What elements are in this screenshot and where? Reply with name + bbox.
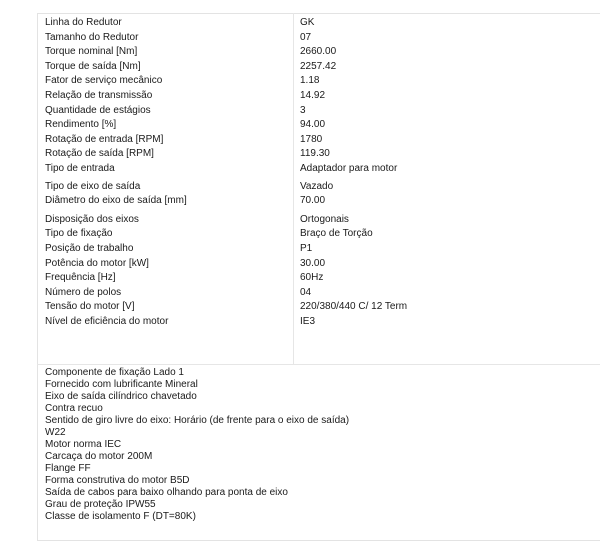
spec-row — [45, 60, 600, 75]
spec-row — [45, 300, 600, 315]
spec-row — [45, 257, 600, 272]
note-line: Contra recuo — [45, 403, 103, 414]
spec-label: Nível de eficiência do motor — [45, 315, 169, 327]
spec-value: GK — [300, 17, 315, 28]
spec-label: Disposição dos eixos — [45, 213, 139, 225]
spec-row — [45, 31, 600, 46]
spec-value: 1.18 — [300, 75, 320, 87]
spec-label: Diâmetro do eixo de saída [mm] — [45, 195, 187, 207]
spec-row — [45, 133, 600, 148]
spec-value: 119.30 — [300, 148, 330, 160]
spec-value: 2257.42 — [300, 60, 337, 72]
note-line: Sentido de giro livre do eixo: Horário (de frente para o eixo de saída) — [45, 415, 350, 426]
spec-row — [45, 315, 600, 330]
spec-value: Ortogonais — [300, 213, 349, 225]
spec-label: Rotação de saída [RPM] — [45, 148, 154, 160]
note-line: Motor norma IEC — [45, 439, 122, 450]
spec-label: Linha do Redutor — [45, 17, 122, 28]
spec-value: 94.00 — [300, 119, 326, 131]
spec-row — [45, 180, 600, 195]
spec-row — [45, 45, 600, 60]
spec-value: Braço de Torção — [300, 228, 373, 240]
spec-value: 3 — [300, 104, 306, 116]
note-line: Fornecido com lubrificante Mineral — [45, 379, 198, 390]
spec-row — [45, 89, 600, 104]
spec-label: Tipo de fixação — [45, 228, 113, 240]
note-line: Forma construtiva do motor B5D — [45, 475, 190, 486]
spec-row — [45, 104, 600, 119]
spec-label: Fator de serviço mecânico — [45, 75, 163, 87]
note-line: Classe de isolamento F (DT=80K) — [45, 511, 196, 522]
note-line: Eixo de saída cilíndrico chavetado — [45, 391, 197, 402]
spec-row — [45, 74, 600, 89]
spec-row — [45, 16, 600, 31]
spec-row — [45, 147, 600, 162]
spec-label: Relação de transmissão — [45, 89, 153, 101]
spec-row — [45, 118, 600, 133]
spec-value: 07 — [300, 31, 312, 43]
spec-label: Quantidade de estágios — [45, 104, 151, 116]
spec-table — [45, 16, 600, 329]
spec-row — [45, 194, 600, 209]
spec-value: 14.92 — [300, 89, 326, 101]
spec-value: 2660.00 — [300, 46, 337, 58]
spec-row — [45, 286, 600, 301]
spec-value: 1780 — [300, 133, 323, 145]
spec-row — [45, 227, 600, 242]
spec-value: P1 — [300, 242, 313, 254]
note-line: Componente de fixação Lado 1 — [45, 367, 184, 378]
spec-value: 70.00 — [300, 195, 326, 207]
spec-label: Torque nominal [Nm] — [45, 46, 138, 58]
spec-value: 30.00 — [300, 257, 326, 269]
spec-value: Vazado — [300, 180, 334, 192]
spec-label: Tensão do motor [V] — [45, 301, 135, 313]
spec-value: 220/380/440 C/ 12 Term — [300, 301, 408, 313]
note-line: Saída de cabos para baixo olhando para ponta de eixo — [45, 487, 288, 498]
section-divider — [37, 364, 600, 365]
spec-label: Tipo de eixo de saída — [45, 180, 141, 192]
spec-label: Rotação de entrada [RPM] — [45, 133, 164, 145]
spec-label: Tamanho do Redutor — [45, 31, 139, 43]
spec-label: Torque de saída [Nm] — [45, 60, 141, 72]
notes-block — [45, 367, 595, 523]
note-line: Grau de proteção IPW55 — [45, 499, 156, 510]
spec-row — [45, 213, 600, 228]
spec-label: Frequência [Hz] — [45, 272, 116, 284]
spec-label: Rendimento [%] — [45, 119, 117, 131]
note-line: Carcaça do motor 200M — [45, 451, 153, 462]
note-line: Flange FF — [45, 463, 91, 474]
spec-row — [45, 162, 600, 177]
spec-row — [45, 271, 600, 286]
spec-row — [45, 242, 600, 257]
spec-value: Adaptador para motor — [300, 162, 398, 174]
spec-value: IE3 — [300, 315, 316, 327]
spec-label: Potência do motor [kW] — [45, 257, 149, 269]
spec-label: Posição de trabalho — [45, 242, 134, 254]
spec-value: 04 — [300, 286, 312, 298]
spec-value: 60Hz — [300, 272, 324, 284]
spec-label: Número de polos — [45, 286, 122, 298]
spec-label: Tipo de entrada — [45, 162, 115, 174]
note-line: W22 — [45, 427, 66, 438]
